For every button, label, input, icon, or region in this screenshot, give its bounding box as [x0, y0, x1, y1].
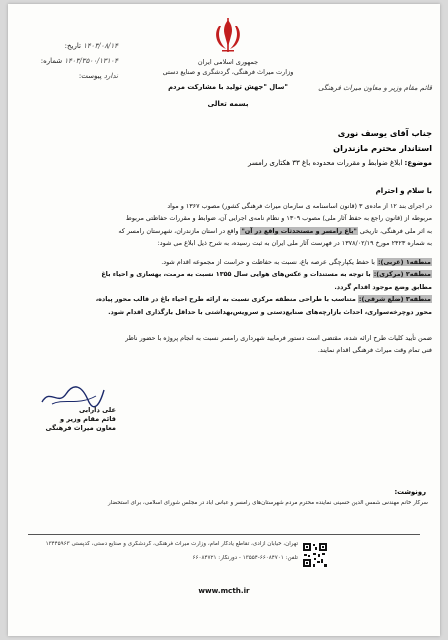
number-value: ۱۴۰۳/۳۵۰۰/۱۳۱۰۴	[64, 57, 118, 65]
monument-name: "باغ رامسر و مستحدثات واقع در آن"	[241, 226, 357, 235]
iran-emblem-icon	[211, 16, 245, 54]
zones-list	[20, 256, 432, 318]
date-value: ۱۴۰۳/۰۸/۱۴	[83, 42, 118, 50]
footer-phones: تلفن: ۶۶۰۸۴۷۰۱-۱۳۵۵۴ - دورنگار: ۶۶۰۸۴۷۲۱	[192, 555, 298, 561]
zone-3-item	[20, 293, 432, 305]
closing-paragraph	[20, 332, 432, 357]
zone-2-label: منطقه۲ (مرکزی):	[373, 270, 431, 279]
zone-3-text-b: محور دوچرخه‌سواری، احداث بازارچه‌های صنایع‌دستی و سرویس‌بهداشتی با حداقل بارگذاری اقدام شود.	[108, 307, 432, 316]
cc-label: رونوشت:	[394, 488, 426, 496]
attachment-line	[18, 72, 118, 80]
subject-text: ابلاغ ضوابط و مقررات محدوده باغ ۳۳ هکتاری رامسر	[247, 159, 403, 167]
addressee-title: استاندار محترم مازندران	[333, 143, 432, 153]
zone-2-text-a: با توجه به مستندات و عکس‌های هوایی سال ۱۳۵۵ نسبت به مرمت، بهسازی و احیاء باغ	[101, 270, 371, 279]
body-paragraph-1	[20, 200, 432, 250]
closing-line-a: ضمن تأیید کلیات طرح ارائه شده، مقتضی است دستور فرمایید شهرداری رامسر نسبت به انجام پروژه با حضور ناظر	[125, 334, 432, 342]
cc-text: سرکار خانم مهندس شمس الدین حسینی نماینده محترم مردم شهرستان‌های رامسر و عباس آباد در مجلس شورای اسلامی، برای استحضار	[107, 500, 428, 506]
slogan-text: سال "جهش تولید با مشارکت مردم"	[168, 83, 288, 91]
zone-1-text: با حفظ یکپارچگی عرصه باغ، نسبت به حفاظت و حراست از مجموعه اقدام شود.	[161, 258, 375, 266]
qr-code-icon	[302, 542, 328, 568]
subject-line	[158, 159, 432, 167]
zone-1-item	[20, 256, 432, 268]
besmellah-text: بسمه تعالی	[207, 99, 249, 108]
greeting: با سلام و احترام	[375, 187, 432, 195]
footer-website: www.mcth.ir	[198, 586, 250, 595]
signatory-title-1: قائم مقام وزیر و	[59, 415, 116, 423]
para1-c-pre: به اثر ملی فرهنگی، تاریخی	[359, 226, 432, 235]
signature-scribble	[38, 384, 108, 408]
ministry-text: وزارت میراث فرهنگی، گردشگری و صنایع دستی	[162, 68, 294, 76]
closing-line-b: فنی تمام وقت میراث فرهنگی اقدام نمایند.	[317, 346, 432, 355]
footer-divider	[28, 534, 420, 535]
signatory-name: علی دارابی	[78, 406, 116, 414]
number-line	[18, 57, 118, 65]
addressee-name: جناب آقای یوسف نوری	[337, 128, 432, 138]
attachment-value: ندارد	[103, 72, 118, 80]
para1-c-post: واقع در استان مازندران، شهرستان رامسر که	[118, 226, 239, 235]
subject-label: موضوع:	[404, 159, 432, 167]
para1-line-a: در اجرای بند ۱۲ از ماده‌ی ۳ (قانون اساسنامه ی سازمان میراث فرهنگی کشور) مصوب ۱۳۶۷ و مواد	[167, 202, 432, 210]
attachment-label: پیوست:	[78, 72, 102, 80]
para1-line-d: به شماره ۲۴۲۳ مورخ ۱۳۷۸/۰۲/۱۹ در فهرست آثار ملی ایران به ثبت رسیده، به شرح ذیل ابلاغ می شود:	[157, 239, 432, 248]
signature-block	[30, 384, 120, 444]
zone-3-label: منطقه۳ (ضلع شرقی):	[358, 295, 431, 304]
zone-3-text-a: متناسب با طراحی منطقه مرکزی نسبت به ارائه طرح احیاء باغ در قالب محور پیاده،	[95, 295, 356, 304]
signatory-title-2: معاون میراث فرهنگی	[45, 424, 116, 432]
para1-line-c	[20, 225, 432, 237]
letter-page	[8, 4, 440, 636]
date-label: تاریخ:	[64, 42, 81, 50]
number-label: شماره:	[40, 57, 63, 65]
zone-2-item	[20, 268, 432, 280]
zone-1-label: منطقه۱ (غربی):	[377, 258, 431, 266]
date-line	[18, 42, 118, 50]
footer-address: تهران، خیابان آزادی، تقاطع یادگار امام، وزارت میراث فرهنگی، گردشگری و صنایع دستی، کدپستی ۱۳۴۴۵۹۶۳	[45, 541, 298, 547]
zone-2-text-b: مطابق وضع موجود اقدام گردد.	[334, 282, 432, 291]
para1-line-b: مربوطه از (قانون راجع به حفظ آثار ملی) مصوب ۱۳۰۹ و نظام نامه‌ی اجرایی آن، ضوابط و مقررات حفاظتی مربوط	[125, 214, 432, 223]
republic-text: جمهوری اسلامی ایران	[197, 58, 259, 66]
deputy-title: قائم مقام وزیر و معاون میراث فرهنگی	[318, 84, 432, 92]
